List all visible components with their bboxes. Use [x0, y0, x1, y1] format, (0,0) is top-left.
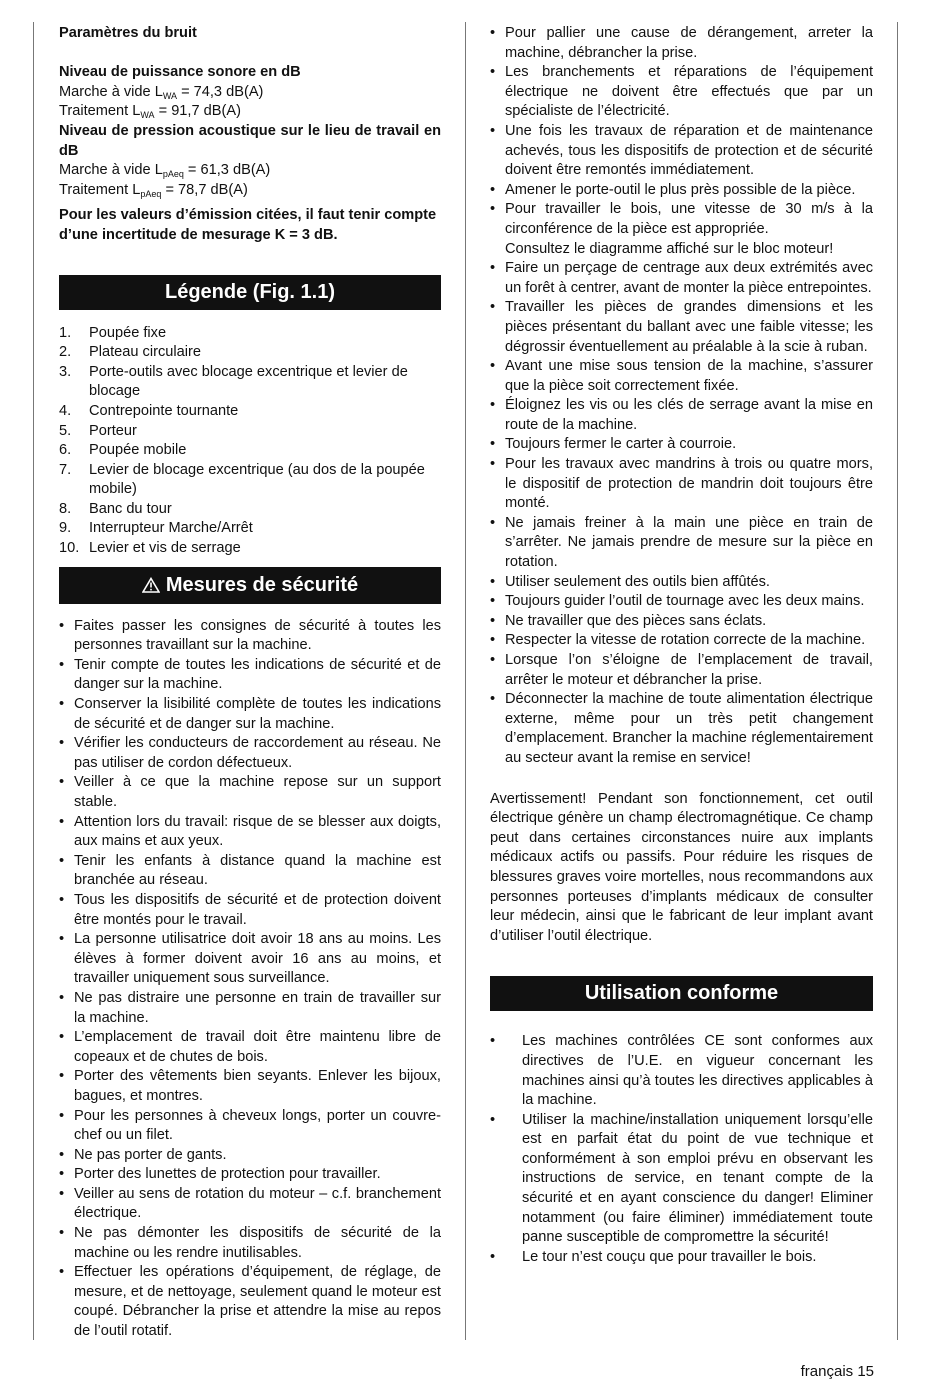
- safety-item-text: Pour les travaux avec mandrins à trois ou quatre mors, le dispositif de protection de mandrin doit toujours être monté.: [505, 456, 873, 512]
- safety-item-text: Respecter la vitesse de rotation correcte de la machine.: [505, 632, 866, 649]
- safety-item: [490, 690, 873, 768]
- sound-power-work: Traitement $L_{WA} = 91,7$ dB(A): [59, 103, 241, 121]
- safety-item-text: Amener le porte-outil le plus près possible de la pièce.: [505, 181, 856, 198]
- legend-title: Légende (Fig. 1.1): [164, 280, 336, 303]
- legend-item: [59, 500, 441, 520]
- legend-item-number: 6.: [59, 442, 72, 459]
- safety-item: [59, 773, 441, 812]
- noise-title: Paramètres du bruit: [59, 25, 197, 41]
- safety-item-text: Veiller à ce que la machine repose sur un support stable.: [74, 774, 441, 810]
- bullet-mark: •: [490, 612, 496, 629]
- safety-item-text: La personne utilisatrice doit avoir 18 ans au moins. Les élèves à former doivent avoir 16 ans au moins, et travailler uniquement sous surveillance.: [74, 931, 441, 987]
- legend-item: [59, 441, 441, 461]
- safety-item: [59, 1146, 441, 1166]
- safety-item-text: L’emplacement de travail doit être maintenu libre de copeaux et de chutes de bois.: [74, 1029, 441, 1065]
- legend-item-text: Porte-outils avec blocage excentrique et levier de blocage: [89, 363, 408, 400]
- legend-item: [59, 343, 441, 363]
- left-column: [59, 24, 441, 1342]
- usage-item: [490, 1248, 873, 1268]
- legend-item-text: Levier de blocage excentrique (au dos de la poupée mobile): [89, 461, 425, 498]
- bullet-mark: •: [490, 691, 496, 708]
- safety-item-text: Conserver la lisibilité complète de toutes les indications de sécurité et de danger sur la machine.: [74, 696, 441, 732]
- safety-item: [490, 122, 873, 181]
- bullet-mark: •: [490, 1248, 496, 1265]
- bullet-mark: •: [59, 656, 65, 673]
- safety-item-text: Vérifier les conducteurs de raccordement au réseau. Ne pas utiliser de cordon défectueux.: [74, 735, 441, 771]
- safety-item: [490, 298, 873, 357]
- safety-item-text: Pour travailler le bois, une vitesse de 30 m/s à la circonférence de la pièce est appropriée.: [505, 201, 873, 237]
- safety-item: [490, 631, 873, 651]
- legend-banner: [59, 275, 441, 310]
- sound-pressure-work: Traitement $L_{pAeq} = 78,7$ dB(A): [59, 181, 248, 199]
- safety-item: [59, 734, 441, 773]
- safety-item: [59, 656, 441, 695]
- legend-item-text: Poupée mobile: [89, 442, 187, 459]
- safety-list-left: [59, 617, 441, 1342]
- legend-item-number: 10.: [59, 540, 80, 557]
- legend-item-text: Contrepointe tournante: [89, 402, 239, 419]
- safety-item-text: Faites passer les consignes de sécurité à toutes les personnes travaillant sur la machine.: [74, 617, 441, 654]
- bullet-mark: •: [59, 813, 65, 830]
- bullet-mark: •: [59, 1225, 65, 1242]
- warning-triangle-icon: [142, 569, 160, 606]
- safety-item-text: Ne pas porter de gants.: [74, 1146, 227, 1163]
- emf-warning: Avertissement! Pendant son fonctionnement, cet outil électrique génère un champ électromagnétique. Ce champ peut dans certaines circonstances nuire aux implants médicaux actifs ou passifs. Pour réduire les risques de blessures graves voire mortelles, nous recommandons aux personnes porteuses d’implants médicaux de consulter leur médecin, ainsi que le fabricant de leur implant avant d’utiliser l’outil électrique.: [490, 790, 873, 944]
- safety-item: [490, 200, 873, 259]
- legend-item-text: Plateau circulaire: [89, 344, 201, 361]
- legend-list: [59, 324, 441, 559]
- safety-item: [59, 1028, 441, 1067]
- safety-item-text: Ne pas distraire une personne en train de travailler sur la machine.: [74, 989, 441, 1026]
- safety-title: Mesures de sécurité: [165, 573, 359, 596]
- legend-item-number: 5.: [59, 422, 72, 439]
- sound-pressure-heading: Niveau de pression acoustique sur le lieu de travail en dB: [59, 122, 441, 159]
- safety-item: [59, 813, 441, 852]
- bullet-mark: •: [59, 989, 65, 1006]
- safety-item-text: Éloignez les vis ou les clés de serrage avant la mise en route de la machine.: [505, 397, 873, 433]
- safety-item: [59, 1067, 441, 1106]
- bullet-mark: •: [490, 632, 496, 649]
- bullet-mark: •: [490, 593, 496, 610]
- safety-item-text: Effectuer les opérations d’équipement, de réglage, de mesure, et de nettoyage, seulement quand le moteur est coupé. Débrancher la prise et attendre la mise au repos de l’outil rotatif.: [74, 1264, 441, 1340]
- safety-item-text: Faire un perçage de centrage aux deux extrémités avec un forêt à centrer, avant de monter la pièce entrepointes.: [505, 260, 873, 296]
- usage-item-text: Les machines contrôlées CE sont conformes aux directives de l’U.E. en vigueur concernant les machines ainsi qu’à toutes les directives applicables à la machine.: [522, 1033, 873, 1109]
- safety-item: [490, 396, 873, 435]
- safety-list-right: [490, 24, 873, 769]
- bullet-mark: •: [490, 201, 496, 218]
- legend-item: [59, 324, 441, 344]
- bullet-mark: •: [490, 358, 496, 375]
- right-column: [490, 24, 873, 1267]
- safety-item: [490, 357, 873, 396]
- safety-item: [59, 1165, 441, 1185]
- usage-item: [490, 1032, 873, 1110]
- bullet-mark: •: [490, 456, 496, 473]
- bullet-mark: •: [59, 1146, 65, 1163]
- bullet-mark: •: [59, 852, 65, 869]
- usage-item-text: Le tour n’est couçu que pour travailler le bois.: [522, 1248, 817, 1265]
- bullet-mark: •: [490, 1033, 496, 1050]
- safety-item-text: Tous les dispositifs de sécurité et de protection doivent être montés pour le travail.: [74, 891, 441, 928]
- usage-item: [490, 1111, 873, 1248]
- sound-power-idle: Marche à vide $L_{WA} = 74,3$ dB(A): [59, 83, 264, 101]
- safety-item-text: Ne pas démonter les dispositifs de sécurité de la machine ou les rendre inutilisables.: [74, 1225, 441, 1261]
- safety-item-text: Toujours guider l’outil de tournage avec les deux mains.: [505, 593, 865, 610]
- safety-item: [490, 573, 873, 593]
- bullet-mark: •: [490, 397, 496, 414]
- usage-item-text: Utiliser la machine/installation uniquement lorsqu’elle est en parfait état du point de vue technique et conformément à son emploi prévu en observant les instructions de service, en tenant compte de la sécurité et en ayant conscience du danger! Eliminer notamment (ou faire éliminer) immédiatement toute panne susceptible de compromettre la sécurité!: [522, 1111, 873, 1246]
- safety-item: [59, 1185, 441, 1224]
- bullet-mark: •: [490, 514, 496, 531]
- legend-item: [59, 539, 441, 559]
- safety-item-text: Travailler les pièces de grandes dimensions et les pièces présentant du ballant avec une faible vitesse; les dégrossir éventuellement au préalable à la scie à ruban.: [505, 299, 873, 355]
- noise-section: [59, 24, 441, 246]
- legend-item: [59, 461, 441, 500]
- safety-item: [59, 989, 441, 1028]
- safety-item-text: Ne travailler que des pièces sans éclats.: [505, 612, 767, 629]
- bullet-mark: •: [490, 436, 496, 453]
- safety-item: [59, 930, 441, 989]
- safety-item-text: Utiliser seulement des outils bien affûtés.: [505, 573, 770, 590]
- legend-item-text: Banc du tour: [89, 500, 172, 517]
- legend-item-text: Levier et vis de serrage: [89, 540, 241, 557]
- bullet-mark: •: [59, 617, 65, 634]
- bullet-mark: •: [490, 64, 496, 81]
- legend-item-number: 9.: [59, 520, 72, 537]
- legend-item-number: 3.: [59, 363, 72, 380]
- legend-item: [59, 363, 441, 402]
- legend-item-text: Porteur: [89, 422, 137, 439]
- page-footer: français 15: [800, 1363, 874, 1380]
- safety-item-text: Une fois les travaux de réparation et de maintenance achevés, tous les dispositifs de protection et de sécurité doivent être remontés immédiatement.: [505, 122, 873, 179]
- safety-item-text: Pour pallier une cause de dérangement, arreter la machine, débrancher la prise.: [505, 25, 873, 61]
- usage-title: Utilisation conforme: [584, 982, 779, 1005]
- bullet-mark: •: [59, 1264, 65, 1281]
- legend-item-number: 7.: [59, 461, 72, 478]
- safety-item: [59, 1107, 441, 1146]
- uncertainty-note: Pour les valeurs d’émission citées, il faut tenir compte d’une incertitude de mesurage K = 3 dB.: [59, 207, 437, 243]
- safety-item-text: Déconnecter la machine de toute alimentation électrique externe, même pour un très petit changement d’emplacement. Brancher la machine réglementairement au secteur avant la remise en service!: [505, 691, 873, 766]
- safety-item: [490, 592, 873, 612]
- safety-item-text: Attention lors du travail: risque de se blesser aux doigts, aux mains et aux yeux.: [74, 813, 441, 850]
- safety-item: [490, 514, 873, 573]
- safety-item-text: Ne jamais freiner à la main une pièce en train de s’arrêter. Ne jamais prendre de mesure sur la pièce en rotation.: [505, 514, 873, 571]
- safety-item: [490, 651, 873, 690]
- sound-power-heading: Niveau de puissance sonore en dB: [59, 64, 301, 81]
- bullet-mark: •: [59, 1107, 65, 1124]
- safety-item: [59, 617, 441, 656]
- legend-item: [59, 519, 441, 539]
- safety-item-text: Les branchements et réparations de l’équipement électrique ne doivent être effectués que par un spécialiste de l’électricité.: [505, 64, 873, 120]
- legend-item: [59, 422, 441, 442]
- safety-item: [490, 63, 873, 122]
- safety-item: [490, 181, 873, 201]
- bullet-mark: •: [490, 652, 496, 668]
- legend-item-number: 1.: [59, 324, 72, 341]
- bullet-mark: •: [59, 696, 65, 713]
- safety-item: [490, 24, 873, 63]
- sound-pressure-idle: Marche à vide $L_{pAeq} = 61,3$ dB(A): [59, 162, 271, 180]
- safety-item-text: Porter des vêtements bien seyants. Enlever les bijoux, bagues, et montres.: [74, 1068, 441, 1104]
- usage-list: [490, 1032, 873, 1267]
- safety-item-text: Pour les personnes à cheveux longs, porter un couvre-chef ou un filet.: [74, 1107, 441, 1144]
- bullet-mark: •: [490, 299, 496, 316]
- safety-banner: [59, 567, 441, 604]
- safety-item-text: Porter des lunettes de protection pour travailler.: [74, 1166, 381, 1183]
- safety-item-text: Toujours fermer le carter à courroie.: [505, 436, 737, 453]
- bullet-mark: •: [490, 122, 496, 139]
- safety-item: [59, 891, 441, 930]
- legend-item-number: 8.: [59, 500, 72, 517]
- safety-item: [490, 435, 873, 455]
- safety-item-text: Avant une mise sous tension de la machine, s’assurer que la pièce soit correctement fixée.: [505, 358, 873, 394]
- bullet-mark: •: [59, 1185, 65, 1202]
- legend-item-text: Interrupteur Marche/Arrêt: [89, 520, 253, 537]
- bullet-mark: •: [59, 1029, 65, 1046]
- bullet-mark: •: [59, 735, 65, 752]
- legend-item-text: Poupée fixe: [89, 324, 167, 341]
- safety-item: [59, 695, 441, 734]
- bullet-mark: •: [490, 573, 496, 590]
- safety-item: [59, 1263, 441, 1341]
- right-margin-rule: [897, 22, 898, 1340]
- center-column-rule: [465, 22, 466, 1340]
- safety-item: [490, 455, 873, 514]
- bullet-mark: •: [490, 1111, 496, 1128]
- safety-item-text: Veiller au sens de rotation du moteur – c.f. branchement électrique.: [74, 1185, 441, 1222]
- safety-item: [490, 612, 873, 632]
- legend-item-number: 2.: [59, 344, 72, 361]
- bullet-mark: •: [490, 181, 496, 198]
- usage-banner: [490, 976, 873, 1011]
- bullet-mark: •: [59, 1166, 65, 1183]
- bullet-mark: •: [59, 1068, 65, 1085]
- legend-item: [59, 402, 441, 422]
- bullet-mark: •: [59, 931, 65, 948]
- bullet-mark: •: [490, 260, 496, 277]
- safety-item: [59, 852, 441, 891]
- legend-item-number: 4.: [59, 402, 72, 419]
- safety-item-text: Consultez le diagramme affiché sur le bloc moteur!: [505, 240, 834, 257]
- left-margin-rule: [33, 22, 34, 1340]
- safety-item-text: Tenir compte de toutes les indications de sécurité et de danger sur la machine.: [74, 656, 441, 693]
- safety-item: [59, 1224, 441, 1263]
- bullet-mark: •: [59, 774, 65, 791]
- bullet-mark: •: [59, 891, 65, 908]
- safety-item-text: Lorsque l’on s’éloigne de l’emplacement de travail, arrêter le moteur et débrancher la prise.: [505, 652, 873, 688]
- safety-item: [490, 259, 873, 298]
- bullet-mark: •: [490, 25, 496, 41]
- safety-item-text: Tenir les enfants à distance quand la machine est branchée au réseau.: [74, 852, 441, 889]
